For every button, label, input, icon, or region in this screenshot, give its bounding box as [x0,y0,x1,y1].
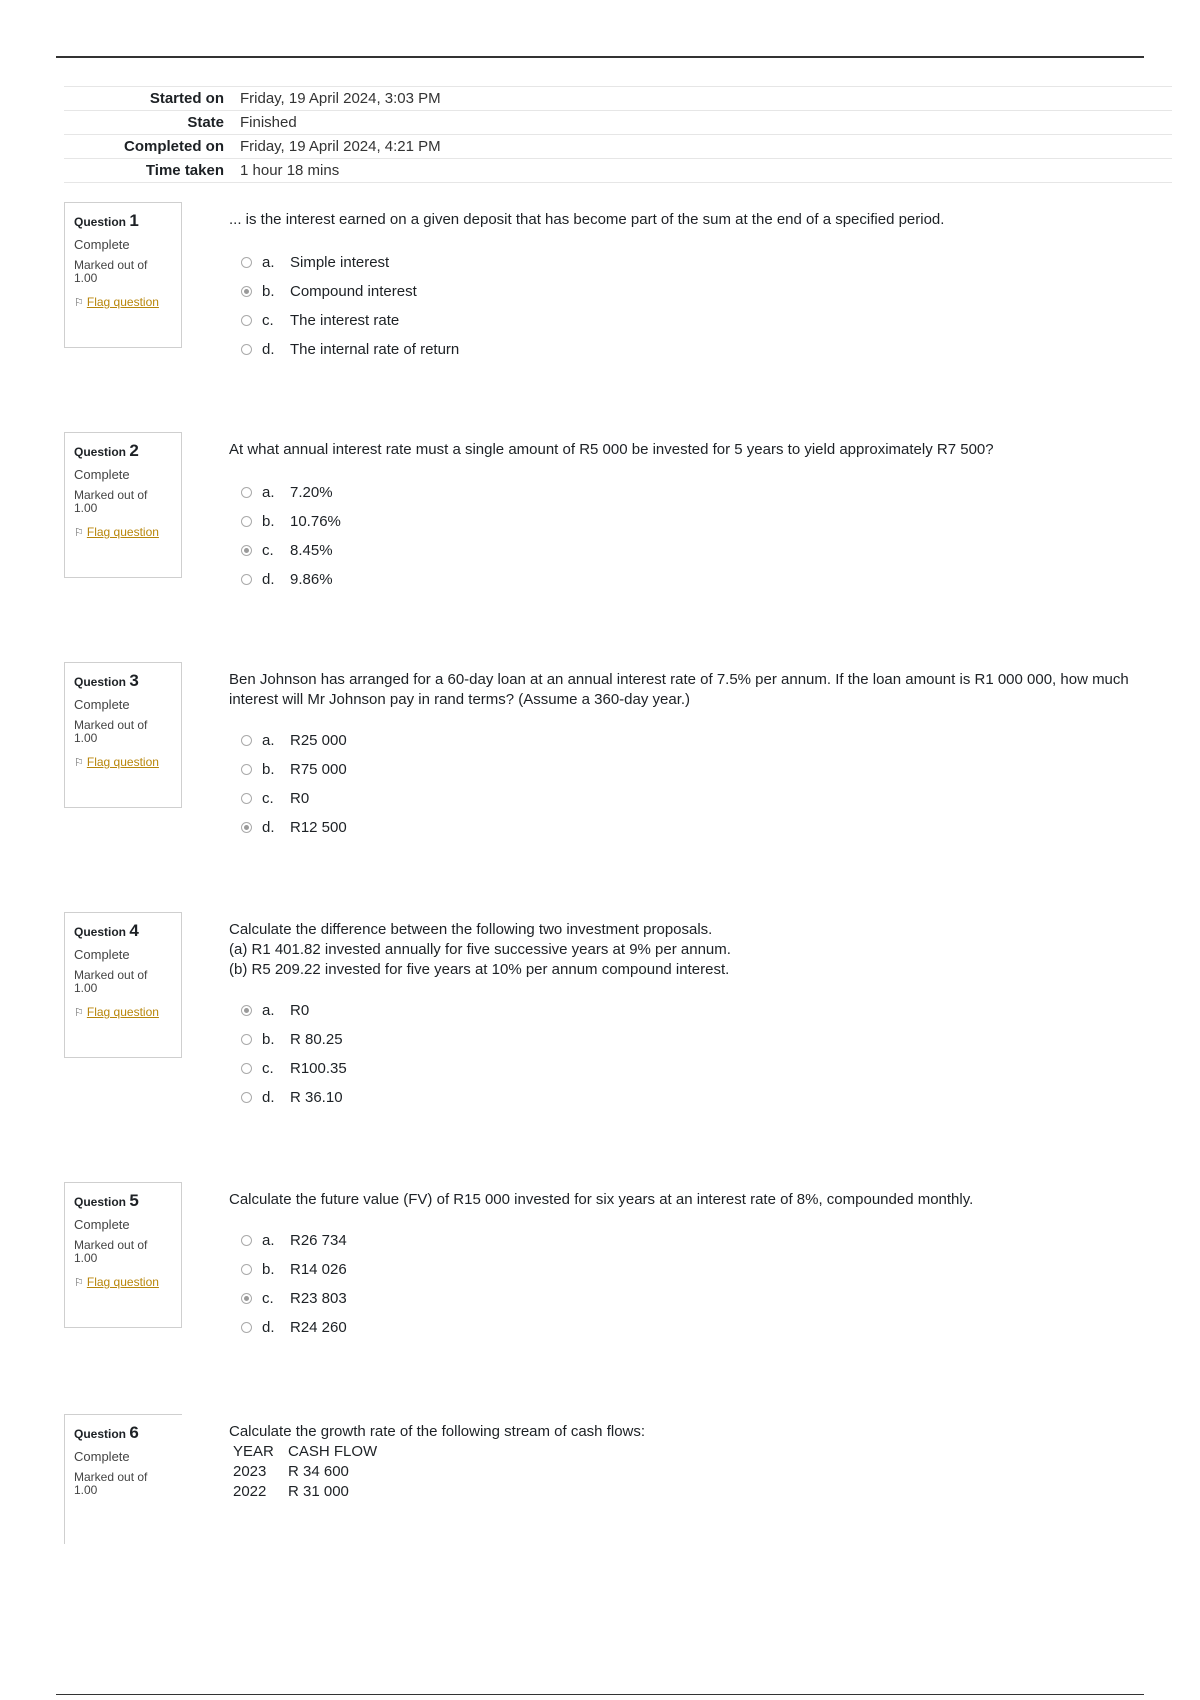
question-info [64,912,182,1058]
question-state: Complete [74,1217,130,1232]
answer-option[interactable] [229,1226,1149,1255]
question-content [229,662,1149,842]
question-text: At what annual interest rate must a single amount of R5 000 be invested for 5 years to yield approximately R7 500? [229,441,994,458]
question-1 [64,202,1144,358]
cash-flow-header-year: YEAR [233,1443,274,1460]
answer-option[interactable] [229,478,1149,507]
answer-option[interactable] [229,1284,1149,1313]
question-text-line: (a) R1 401.82 invested annually for five successive years at 9% per annum. [229,941,731,958]
answer-option[interactable] [229,784,1149,813]
answer-text: R100.35 [290,1060,347,1077]
question-6 [64,1414,1144,1544]
answer-letter: a. [262,254,275,271]
answer-radio[interactable] [241,764,252,775]
answer-option[interactable] [229,507,1149,536]
answer-options [229,478,1149,594]
answer-text: R14 026 [290,1261,347,1278]
answer-option[interactable] [229,536,1149,565]
answer-radio[interactable] [241,286,252,297]
question-text-line: (b) R5 209.22 invested for five years at 10% per annum compound interest. [229,961,730,978]
summary-label: State [64,111,240,135]
question-grade: Marked out of 1.00 [74,258,148,285]
question-content [229,1414,1149,1502]
summary-row-state [64,111,1172,135]
answer-letter: a. [262,1002,275,1019]
answer-radio[interactable] [241,1005,252,1016]
question-grade: Marked out of 1.00 [74,968,148,995]
answer-option[interactable] [229,1083,1149,1112]
answer-text: 9.86% [290,571,333,588]
answer-option[interactable] [229,813,1149,842]
answer-options [229,248,1149,364]
answer-text: R26 734 [290,1232,347,1249]
question-number: Question 4 [74,921,139,940]
answer-text: R0 [290,790,310,807]
answer-option[interactable] [229,755,1149,784]
answer-radio[interactable] [241,487,252,498]
summary-row-time-taken [64,159,1172,183]
answer-letter: c. [262,312,274,329]
answer-radio[interactable] [241,822,252,833]
answer-letter: a. [262,1232,275,1249]
answer-letter: b. [262,283,275,300]
answer-text: 8.45% [290,542,333,559]
answer-letter: c. [262,542,274,559]
question-info [64,1414,182,1544]
summary-label: Started on [64,87,240,111]
answer-letter: d. [262,1319,275,1336]
summary-value: Finished [240,111,1172,135]
answer-text: R25 000 [290,732,347,749]
summary-row-started [64,87,1172,111]
answer-options [229,996,1149,1112]
answer-letter: b. [262,513,275,530]
flag-icon: ⚐ [74,1007,84,1019]
answer-option[interactable] [229,1313,1149,1342]
answer-letter: b. [262,761,275,778]
flag-question-link[interactable]: ⚐ Flag question [74,1005,159,1019]
question-5 [64,1182,1144,1336]
answer-option[interactable] [229,1255,1149,1284]
answer-radio[interactable] [241,1322,252,1333]
answer-radio[interactable] [241,344,252,355]
question-text-line: Calculate the difference between the following two investment proposals. [229,921,713,938]
question-info [64,662,182,808]
answer-text: The interest rate [290,312,400,329]
answer-radio[interactable] [241,545,252,556]
question-grade: Marked out of 1.00 [74,1470,148,1497]
cash-flow-table [233,1442,1149,1502]
cash-flow-header [233,1442,1149,1462]
answer-text: 7.20% [290,484,333,501]
question-info [64,432,182,578]
bottom-rule [56,1694,1144,1695]
answer-text: R12 500 [290,819,347,836]
answer-radio[interactable] [241,1264,252,1275]
summary-row-completed [64,135,1172,159]
question-number: Question 1 [74,211,139,230]
answer-letter: a. [262,484,275,501]
flag-icon: ⚐ [74,1277,84,1289]
answer-text: The internal rate of return [290,341,460,358]
answer-letter: d. [262,819,275,836]
answer-letter: c. [262,1290,274,1307]
question-text: Ben Johnson has arranged for a 60-day loan at an annual interest rate of 7.5% per annum. If the loan amount is R1 000 000, how much interest will Mr Johnson pay in rand terms? (Assume a 360-day year.) [229,671,1129,708]
answer-letter: c. [262,790,274,807]
top-rule [56,56,1144,58]
answer-option[interactable] [229,1025,1149,1054]
answer-radio[interactable] [241,1092,252,1103]
answer-letter: c. [262,1060,274,1077]
answer-text: R0 [290,1002,310,1019]
flag-question-link[interactable]: ⚐ Flag question [74,755,159,769]
question-state: Complete [74,697,130,712]
answer-text: R 36.10 [290,1089,343,1106]
answer-radio[interactable] [241,1293,252,1304]
answer-option[interactable] [229,277,1149,306]
question-content [229,432,1149,594]
flag-question-link[interactable]: ⚐ Flag question [74,295,159,309]
question-info [64,202,182,348]
question-state: Complete [74,1449,130,1464]
answer-option[interactable] [229,565,1149,594]
answer-text: R24 260 [290,1319,347,1336]
question-text: Calculate the growth rate of the following stream of cash flows: [229,1423,646,1440]
question-content [229,912,1149,1112]
answer-option[interactable] [229,335,1149,364]
answer-text: R 80.25 [290,1031,343,1048]
attempt-summary [64,86,1172,183]
question-number: Question 3 [74,671,139,690]
cash-flow-amount: R 34 600 [288,1463,349,1480]
question-number: Question 2 [74,441,139,460]
question-state: Complete [74,467,130,482]
answer-radio[interactable] [241,574,252,585]
cash-flow-row [233,1482,1149,1502]
cash-flow-year: 2022 [233,1483,267,1500]
cash-flow-row [233,1462,1149,1482]
question-state: Complete [74,237,130,252]
question-info [64,1182,182,1328]
answer-radio[interactable] [241,1034,252,1045]
question-number: Question 6 [74,1423,139,1442]
summary-value: Friday, 19 April 2024, 3:03 PM [240,87,1172,111]
question-text: ... is the interest earned on a given deposit that has become part of the sum at the end of a specified period. [229,211,945,228]
question-4 [64,912,1144,1106]
answer-letter: a. [262,732,275,749]
question-2 [64,432,1144,588]
summary-value: 1 hour 18 mins [240,159,1172,183]
question-grade: Marked out of 1.00 [74,718,148,745]
question-3 [64,662,1144,836]
question-text: Calculate the future value (FV) of R15 000 invested for six years at an interest rate of 8%, compounded monthly. [229,1191,974,1208]
answer-options [229,1226,1149,1342]
answer-options [229,726,1149,842]
flag-icon: ⚐ [74,297,84,309]
answer-letter: d. [262,1089,275,1106]
answer-text: R75 000 [290,761,347,778]
flag-icon: ⚐ [74,757,84,769]
question-number: Question 5 [74,1191,139,1210]
answer-radio[interactable] [241,315,252,326]
answer-option[interactable] [229,248,1149,277]
question-grade: Marked out of 1.00 [74,488,148,515]
cash-flow-year: 2023 [233,1463,267,1480]
summary-value: Friday, 19 April 2024, 4:21 PM [240,135,1172,159]
answer-option[interactable] [229,1054,1149,1083]
answer-radio[interactable] [241,516,252,527]
answer-radio[interactable] [241,793,252,804]
answer-letter: b. [262,1261,275,1278]
answer-option[interactable] [229,996,1149,1025]
answer-radio[interactable] [241,1063,252,1074]
question-grade: Marked out of 1.00 [74,1238,148,1265]
answer-radio[interactable] [241,1235,252,1246]
flag-question-link[interactable]: ⚐ Flag question [74,1275,159,1289]
answer-text: Compound interest [290,283,417,300]
summary-label: Time taken [64,159,240,183]
answer-option[interactable] [229,726,1149,755]
cash-flow-header-amount: CASH FLOW [288,1443,378,1460]
question-content [229,202,1149,364]
answer-radio[interactable] [241,735,252,746]
answer-text: R23 803 [290,1290,347,1307]
flag-question-link[interactable]: ⚐ Flag question [74,525,159,539]
answer-option[interactable] [229,306,1149,335]
answer-text: Simple interest [290,254,390,271]
question-content [229,1182,1149,1342]
summary-label: Completed on [64,135,240,159]
cash-flow-amount: R 31 000 [288,1483,349,1500]
flag-icon: ⚐ [74,527,84,539]
question-text [229,920,1149,980]
answer-radio[interactable] [241,257,252,268]
question-state: Complete [74,947,130,962]
answer-text: 10.76% [290,513,341,530]
answer-letter: b. [262,1031,275,1048]
answer-letter: d. [262,341,275,358]
answer-letter: d. [262,571,275,588]
